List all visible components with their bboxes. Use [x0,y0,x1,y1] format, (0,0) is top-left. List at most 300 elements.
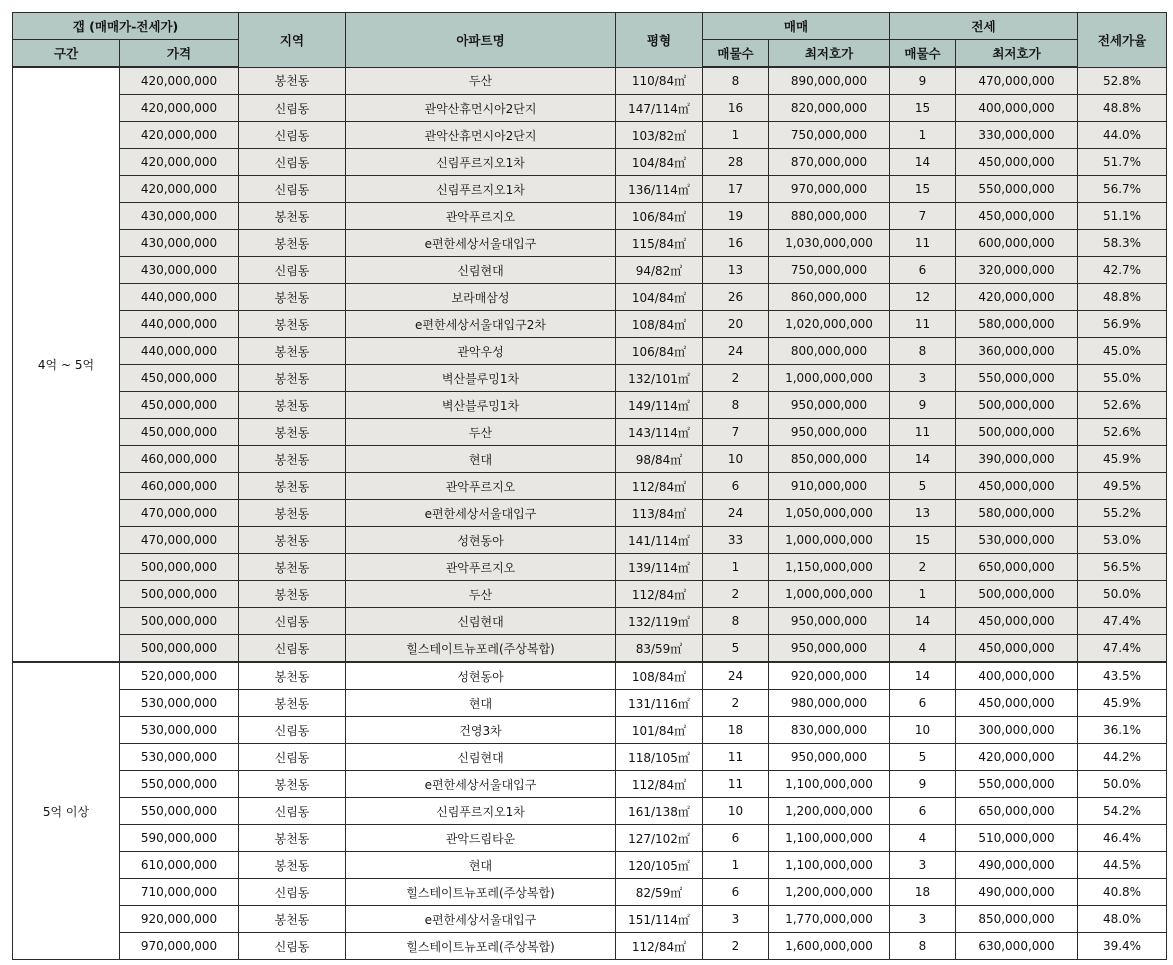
sale-count-cell: 26 [703,284,769,311]
apartment-name-cell: 관악푸르지오 [346,554,616,581]
jeonse-lowest-price-cell: 300,000,000 [956,717,1078,744]
jeonse-lowest-price-cell: 420,000,000 [956,284,1078,311]
table-row [13,365,1167,392]
table-row [13,527,1167,554]
gap-price-header: 가격 [120,40,239,68]
apartment-name-cell: 현대 [346,446,616,473]
apartment-name-cell: 힐스테이트뉴포레(주상복합) [346,635,616,663]
jeonse-ratio-cell: 53.0% [1078,527,1167,554]
apartment-name-cell: 관악산휴먼시아2단지 [346,95,616,122]
apartment-name-cell: 신림푸르지오1차 [346,798,616,825]
size-cell: 147/114㎡ [616,95,703,122]
sale-lowest-price-cell: 890,000,000 [769,67,890,95]
jeonse-count-cell: 3 [890,906,956,933]
jeonse-count-cell: 3 [890,365,956,392]
jeonse-ratio-cell: 58.3% [1078,230,1167,257]
region-cell: 봉천동 [239,825,346,852]
jeonse-lowest-price-cell: 390,000,000 [956,446,1078,473]
jeonse-ratio-cell: 46.4% [1078,825,1167,852]
gap-price-cell: 970,000,000 [120,933,239,960]
jeonse-lowest-price-cell: 510,000,000 [956,825,1078,852]
sale-lowest-price-cell: 1,000,000,000 [769,581,890,608]
table-row [13,744,1167,771]
size-cell: 131/116㎡ [616,690,703,717]
size-cell: 136/114㎡ [616,176,703,203]
apartment-name-cell: 힐스테이트뉴포레(주상복합) [346,879,616,906]
jeonse-ratio-cell: 39.4% [1078,933,1167,960]
jeonse-lowest-price-cell: 450,000,000 [956,473,1078,500]
table-row [13,176,1167,203]
jeonse-ratio-cell: 52.6% [1078,419,1167,446]
region-cell: 신림동 [239,635,346,663]
sale-lowest-price-cell: 1,770,000,000 [769,906,890,933]
jeonse-lowest-price-cell: 490,000,000 [956,852,1078,879]
sale-group-header: 매매 [703,13,890,40]
gap-price-cell: 430,000,000 [120,203,239,230]
sale-count-cell: 24 [703,662,769,690]
table-row [13,284,1167,311]
jeonse-count-cell: 14 [890,662,956,690]
table-row [13,419,1167,446]
table-header [13,13,1167,68]
gap-price-cell: 460,000,000 [120,446,239,473]
sale-lowest-price-cell: 970,000,000 [769,176,890,203]
table-row [13,257,1167,284]
jeonse-count-cell: 10 [890,717,956,744]
jeonse-ratio-cell: 43.5% [1078,662,1167,690]
sale-lowest-price-cell: 1,200,000,000 [769,798,890,825]
jeonse-count-cell: 15 [890,527,956,554]
table-row [13,581,1167,608]
size-cell: 112/84㎡ [616,771,703,798]
jeonse-count-cell: 2 [890,554,956,581]
jeonse-ratio-cell: 42.7% [1078,257,1167,284]
jeonse-ratio-cell: 47.4% [1078,608,1167,635]
apartment-name-cell: 관악산휴먼시아2단지 [346,122,616,149]
region-cell: 신림동 [239,798,346,825]
apartment-gap-table-container [12,12,1167,960]
jeonse-lowest-price-cell: 550,000,000 [956,365,1078,392]
table-row [13,933,1167,960]
jeonse-count-cell: 12 [890,284,956,311]
jeonse-lowest-price-cell: 450,000,000 [956,203,1078,230]
sale-count-cell: 16 [703,230,769,257]
region-cell: 신림동 [239,933,346,960]
table-row [13,717,1167,744]
sale-count-cell: 11 [703,771,769,798]
region-cell: 봉천동 [239,338,346,365]
jeonse-ratio-cell: 45.9% [1078,690,1167,717]
sale-lowest-price-cell: 1,000,000,000 [769,365,890,392]
apartment-name-cell: 힐스테이트뉴포레(주상복합) [346,933,616,960]
apartment-gap-table [12,12,1167,960]
table-row [13,203,1167,230]
jeonse-ratio-cell: 56.9% [1078,311,1167,338]
size-cell: 132/119㎡ [616,608,703,635]
sale-lowest-price-cell: 860,000,000 [769,284,890,311]
sale-count-cell: 6 [703,825,769,852]
gap-price-cell: 530,000,000 [120,717,239,744]
gap-price-cell: 430,000,000 [120,257,239,284]
size-cell: 94/82㎡ [616,257,703,284]
region-cell: 봉천동 [239,446,346,473]
table-row [13,230,1167,257]
jeonse-lowest-price-cell: 450,000,000 [956,690,1078,717]
size-cell: 127/102㎡ [616,825,703,852]
apartment-name-cell: 관악우성 [346,338,616,365]
table-row [13,392,1167,419]
apartment-name-cell: e편한세상서울대입구 [346,230,616,257]
sale-count-cell: 1 [703,852,769,879]
gap-price-cell: 440,000,000 [120,311,239,338]
gap-price-cell: 500,000,000 [120,635,239,663]
jeonse-count-cell: 6 [890,257,956,284]
table-row [13,690,1167,717]
gap-price-cell: 450,000,000 [120,419,239,446]
sale-lowest-price-cell: 1,020,000,000 [769,311,890,338]
jeonse-group-header: 전세 [890,13,1078,40]
table-row [13,554,1167,581]
jeonse-lowest-price-cell: 580,000,000 [956,500,1078,527]
gap-price-cell: 430,000,000 [120,230,239,257]
jeonse-ratio-cell: 56.7% [1078,176,1167,203]
gap-range-cell: 5억 이상 [13,662,120,960]
apartment-name-cell: e편한세상서울대입구 [346,906,616,933]
jeonse-count-cell: 5 [890,744,956,771]
apartment-name-cell: 두산 [346,581,616,608]
sale-lowest-price-cell: 1,150,000,000 [769,554,890,581]
apartment-name-cell: 벽산블루밍1차 [346,365,616,392]
sale-count-cell: 13 [703,257,769,284]
gap-price-cell: 420,000,000 [120,176,239,203]
jeonse-ratio-cell: 45.0% [1078,338,1167,365]
size-cell: 82/59㎡ [616,879,703,906]
jeonse-lowest-price-cell: 360,000,000 [956,338,1078,365]
jeonse-lowest-price-cell: 650,000,000 [956,798,1078,825]
jeonse-lowest-price-cell: 500,000,000 [956,581,1078,608]
jeonse-lowest-price-cell: 630,000,000 [956,933,1078,960]
apartment-name-cell: 두산 [346,419,616,446]
jeonse-count-cell: 3 [890,852,956,879]
gap-range-cell: 4억 ~ 5억 [13,67,120,662]
gap-price-cell: 500,000,000 [120,554,239,581]
gap-price-cell: 420,000,000 [120,122,239,149]
size-cell: 149/114㎡ [616,392,703,419]
table-row [13,311,1167,338]
sale-count-cell: 11 [703,744,769,771]
gap-price-cell: 470,000,000 [120,500,239,527]
apartment-name-cell: 성현동아 [346,662,616,690]
sale-lowest-price-cell: 1,600,000,000 [769,933,890,960]
jeonse-count-cell: 13 [890,500,956,527]
size-cell: 106/84㎡ [616,338,703,365]
jeonse-ratio-cell: 51.1% [1078,203,1167,230]
region-cell: 봉천동 [239,365,346,392]
jeonse-lowest-price-cell: 490,000,000 [956,879,1078,906]
size-cell: 98/84㎡ [616,446,703,473]
apartment-name-cell: 관악드림타운 [346,825,616,852]
jeonse-count-cell: 14 [890,149,956,176]
apartment-name-cell: 신림푸르지오1차 [346,149,616,176]
sale-lowest-price-cell: 1,100,000,000 [769,852,890,879]
jeonse-ratio-cell: 55.2% [1078,500,1167,527]
sale-count-cell: 20 [703,311,769,338]
jeonse-lowest-price-cell: 530,000,000 [956,527,1078,554]
size-cell: 112/84㎡ [616,933,703,960]
gap-price-cell: 460,000,000 [120,473,239,500]
gap-price-cell: 530,000,000 [120,690,239,717]
jeonse-ratio-cell: 51.7% [1078,149,1167,176]
jeonse-ratio-cell: 40.8% [1078,879,1167,906]
jeonse-lowest-price-cell: 650,000,000 [956,554,1078,581]
sale-count-cell: 19 [703,203,769,230]
gap-price-cell: 420,000,000 [120,149,239,176]
apartment-name-cell: 관악푸르지오 [346,473,616,500]
jeonse-ratio-cell: 36.1% [1078,717,1167,744]
sale-lowest-price-cell: 1,030,000,000 [769,230,890,257]
size-cell: 112/84㎡ [616,581,703,608]
jeonse-count-cell: 4 [890,635,956,663]
sale-count-cell: 7 [703,419,769,446]
sale-count-cell: 16 [703,95,769,122]
sale-count-cell: 10 [703,446,769,473]
sale-count-cell: 6 [703,473,769,500]
jeonse-count-cell: 11 [890,311,956,338]
table-row [13,338,1167,365]
region-header: 지역 [239,13,346,68]
sale-lowest-price-cell: 820,000,000 [769,95,890,122]
jeonse-lowest-price-cell: 320,000,000 [956,257,1078,284]
region-cell: 봉천동 [239,662,346,690]
sale-count-cell: 2 [703,933,769,960]
size-cell: 132/101㎡ [616,365,703,392]
gap-price-cell: 710,000,000 [120,879,239,906]
gap-price-cell: 520,000,000 [120,662,239,690]
size-cell: 104/84㎡ [616,149,703,176]
jeonse-lowest-price-cell: 500,000,000 [956,392,1078,419]
jeonse-ratio-cell: 44.2% [1078,744,1167,771]
sale-lowest-price-cell: 950,000,000 [769,608,890,635]
sale-lowest-price-cell: 980,000,000 [769,690,890,717]
sale-count-cell: 6 [703,879,769,906]
region-cell: 봉천동 [239,284,346,311]
table-row [13,122,1167,149]
jeonse-ratio-cell: 54.2% [1078,798,1167,825]
apartment-name-cell: e편한세상서울대입구2차 [346,311,616,338]
jeonse-count-cell: 18 [890,879,956,906]
gap-price-cell: 920,000,000 [120,906,239,933]
size-cell: 115/84㎡ [616,230,703,257]
jeonse-count-cell: 8 [890,933,956,960]
size-cell: 113/84㎡ [616,500,703,527]
table-row [13,662,1167,690]
table-row [13,473,1167,500]
jeonse-lowest-price-cell: 450,000,000 [956,608,1078,635]
size-cell: 83/59㎡ [616,635,703,663]
size-cell: 161/138㎡ [616,798,703,825]
jeonse-count-cell: 14 [890,608,956,635]
jeonse-ratio-header: 전세가율 [1078,13,1167,68]
sale-lowest-price-cell: 750,000,000 [769,122,890,149]
jeonse-count-cell: 1 [890,122,956,149]
jeonse-count-cell: 9 [890,392,956,419]
gap-range-header: 구간 [13,40,120,68]
gap-price-cell: 500,000,000 [120,581,239,608]
jeonse-count-cell: 4 [890,825,956,852]
region-cell: 봉천동 [239,554,346,581]
sale-count-cell: 2 [703,365,769,392]
size-cell: 101/84㎡ [616,717,703,744]
jeonse-ratio-cell: 47.4% [1078,635,1167,663]
table-row [13,446,1167,473]
apartment-name-cell: 신림현대 [346,744,616,771]
jeonse-ratio-cell: 48.8% [1078,284,1167,311]
sale-count-cell: 2 [703,690,769,717]
apartment-name-cell: 건영3차 [346,717,616,744]
jeonse-count-cell: 15 [890,95,956,122]
sale-count-cell: 8 [703,67,769,95]
jeonse-ratio-cell: 44.5% [1078,852,1167,879]
jeonse-count-cell: 11 [890,419,956,446]
jeonse-lowest-price-cell: 470,000,000 [956,67,1078,95]
sale-lowest-price-cell: 870,000,000 [769,149,890,176]
table-body [13,67,1167,960]
gap-price-cell: 470,000,000 [120,527,239,554]
jeonse-count-cell: 9 [890,67,956,95]
apartment-name-cell: 성현동아 [346,527,616,554]
region-cell: 봉천동 [239,581,346,608]
table-row [13,906,1167,933]
size-cell: 143/114㎡ [616,419,703,446]
size-cell: 151/114㎡ [616,906,703,933]
sale-count-cell: 24 [703,500,769,527]
size-cell: 141/114㎡ [616,527,703,554]
sale-lowest-price-cell: 950,000,000 [769,392,890,419]
table-row [13,879,1167,906]
jeonse-count-cell: 1 [890,581,956,608]
apartment-name-cell: 신림현대 [346,608,616,635]
table-row [13,149,1167,176]
region-cell: 봉천동 [239,906,346,933]
region-cell: 봉천동 [239,392,346,419]
jeonse-lowest-price-cell: 400,000,000 [956,662,1078,690]
sale-lowest-price-cell: 1,200,000,000 [769,879,890,906]
size-header: 평형 [616,13,703,68]
apartment-name-cell: 벽산블루밍1차 [346,392,616,419]
table-row [13,67,1167,95]
region-cell: 봉천동 [239,67,346,95]
gap-price-cell: 610,000,000 [120,852,239,879]
sale-lowest-price-cell: 910,000,000 [769,473,890,500]
sale-lowest-price-cell: 850,000,000 [769,446,890,473]
sale-count-cell: 28 [703,149,769,176]
sale-count-cell: 1 [703,122,769,149]
jeonse-ratio-cell: 52.8% [1078,67,1167,95]
jeonse-ratio-cell: 48.0% [1078,906,1167,933]
apartment-name-cell: 신림현대 [346,257,616,284]
gap-price-cell: 450,000,000 [120,365,239,392]
jeonse-ratio-cell: 56.5% [1078,554,1167,581]
jeonse-count-cell: 5 [890,473,956,500]
jeonse-count-cell: 6 [890,798,956,825]
region-cell: 봉천동 [239,311,346,338]
region-cell: 신림동 [239,717,346,744]
size-cell: 120/105㎡ [616,852,703,879]
jeonse-count-cell: 6 [890,690,956,717]
region-cell: 봉천동 [239,203,346,230]
size-cell: 108/84㎡ [616,662,703,690]
region-cell: 봉천동 [239,230,346,257]
size-cell: 139/114㎡ [616,554,703,581]
sale-count-cell: 2 [703,581,769,608]
table-row [13,608,1167,635]
region-cell: 신림동 [239,95,346,122]
jeonse-count-header: 매물수 [890,40,956,68]
region-cell: 신림동 [239,149,346,176]
sale-count-header: 매물수 [703,40,769,68]
sale-lowest-price-cell: 950,000,000 [769,635,890,663]
gap-price-cell: 440,000,000 [120,338,239,365]
table-row [13,771,1167,798]
sale-count-cell: 33 [703,527,769,554]
jeonse-lowest-price-cell: 580,000,000 [956,311,1078,338]
gap-price-cell: 590,000,000 [120,825,239,852]
jeonse-count-cell: 11 [890,230,956,257]
size-cell: 112/84㎡ [616,473,703,500]
size-cell: 108/84㎡ [616,311,703,338]
sale-count-cell: 18 [703,717,769,744]
sale-lowest-price-cell: 800,000,000 [769,338,890,365]
region-cell: 신림동 [239,744,346,771]
apartment-name-header: 아파트명 [346,13,616,68]
gap-price-cell: 550,000,000 [120,798,239,825]
size-cell: 118/105㎡ [616,744,703,771]
sale-count-cell: 10 [703,798,769,825]
jeonse-count-cell: 9 [890,771,956,798]
sale-count-cell: 8 [703,608,769,635]
region-cell: 봉천동 [239,473,346,500]
size-cell: 103/82㎡ [616,122,703,149]
jeonse-ratio-cell: 55.0% [1078,365,1167,392]
jeonse-lowest-price-cell: 330,000,000 [956,122,1078,149]
region-cell: 봉천동 [239,852,346,879]
region-cell: 봉천동 [239,771,346,798]
gap-price-cell: 420,000,000 [120,67,239,95]
sale-count-cell: 17 [703,176,769,203]
jeonse-lowest-price-header: 최저호가 [956,40,1078,68]
table-row [13,500,1167,527]
size-cell: 106/84㎡ [616,203,703,230]
sale-count-cell: 5 [703,635,769,663]
sale-lowest-price-cell: 950,000,000 [769,744,890,771]
apartment-name-cell: 보라매삼성 [346,284,616,311]
sale-count-cell: 1 [703,554,769,581]
apartment-name-cell: 현대 [346,690,616,717]
apartment-name-cell: 두산 [346,67,616,95]
gap-price-cell: 550,000,000 [120,771,239,798]
sale-lowest-price-cell: 1,100,000,000 [769,825,890,852]
sale-count-cell: 24 [703,338,769,365]
sale-lowest-price-cell: 830,000,000 [769,717,890,744]
gap-price-cell: 450,000,000 [120,392,239,419]
jeonse-count-cell: 8 [890,338,956,365]
jeonse-lowest-price-cell: 550,000,000 [956,176,1078,203]
gap-price-cell: 500,000,000 [120,608,239,635]
jeonse-count-cell: 15 [890,176,956,203]
table-row [13,825,1167,852]
region-cell: 봉천동 [239,690,346,717]
apartment-name-cell: e편한세상서울대입구 [346,771,616,798]
